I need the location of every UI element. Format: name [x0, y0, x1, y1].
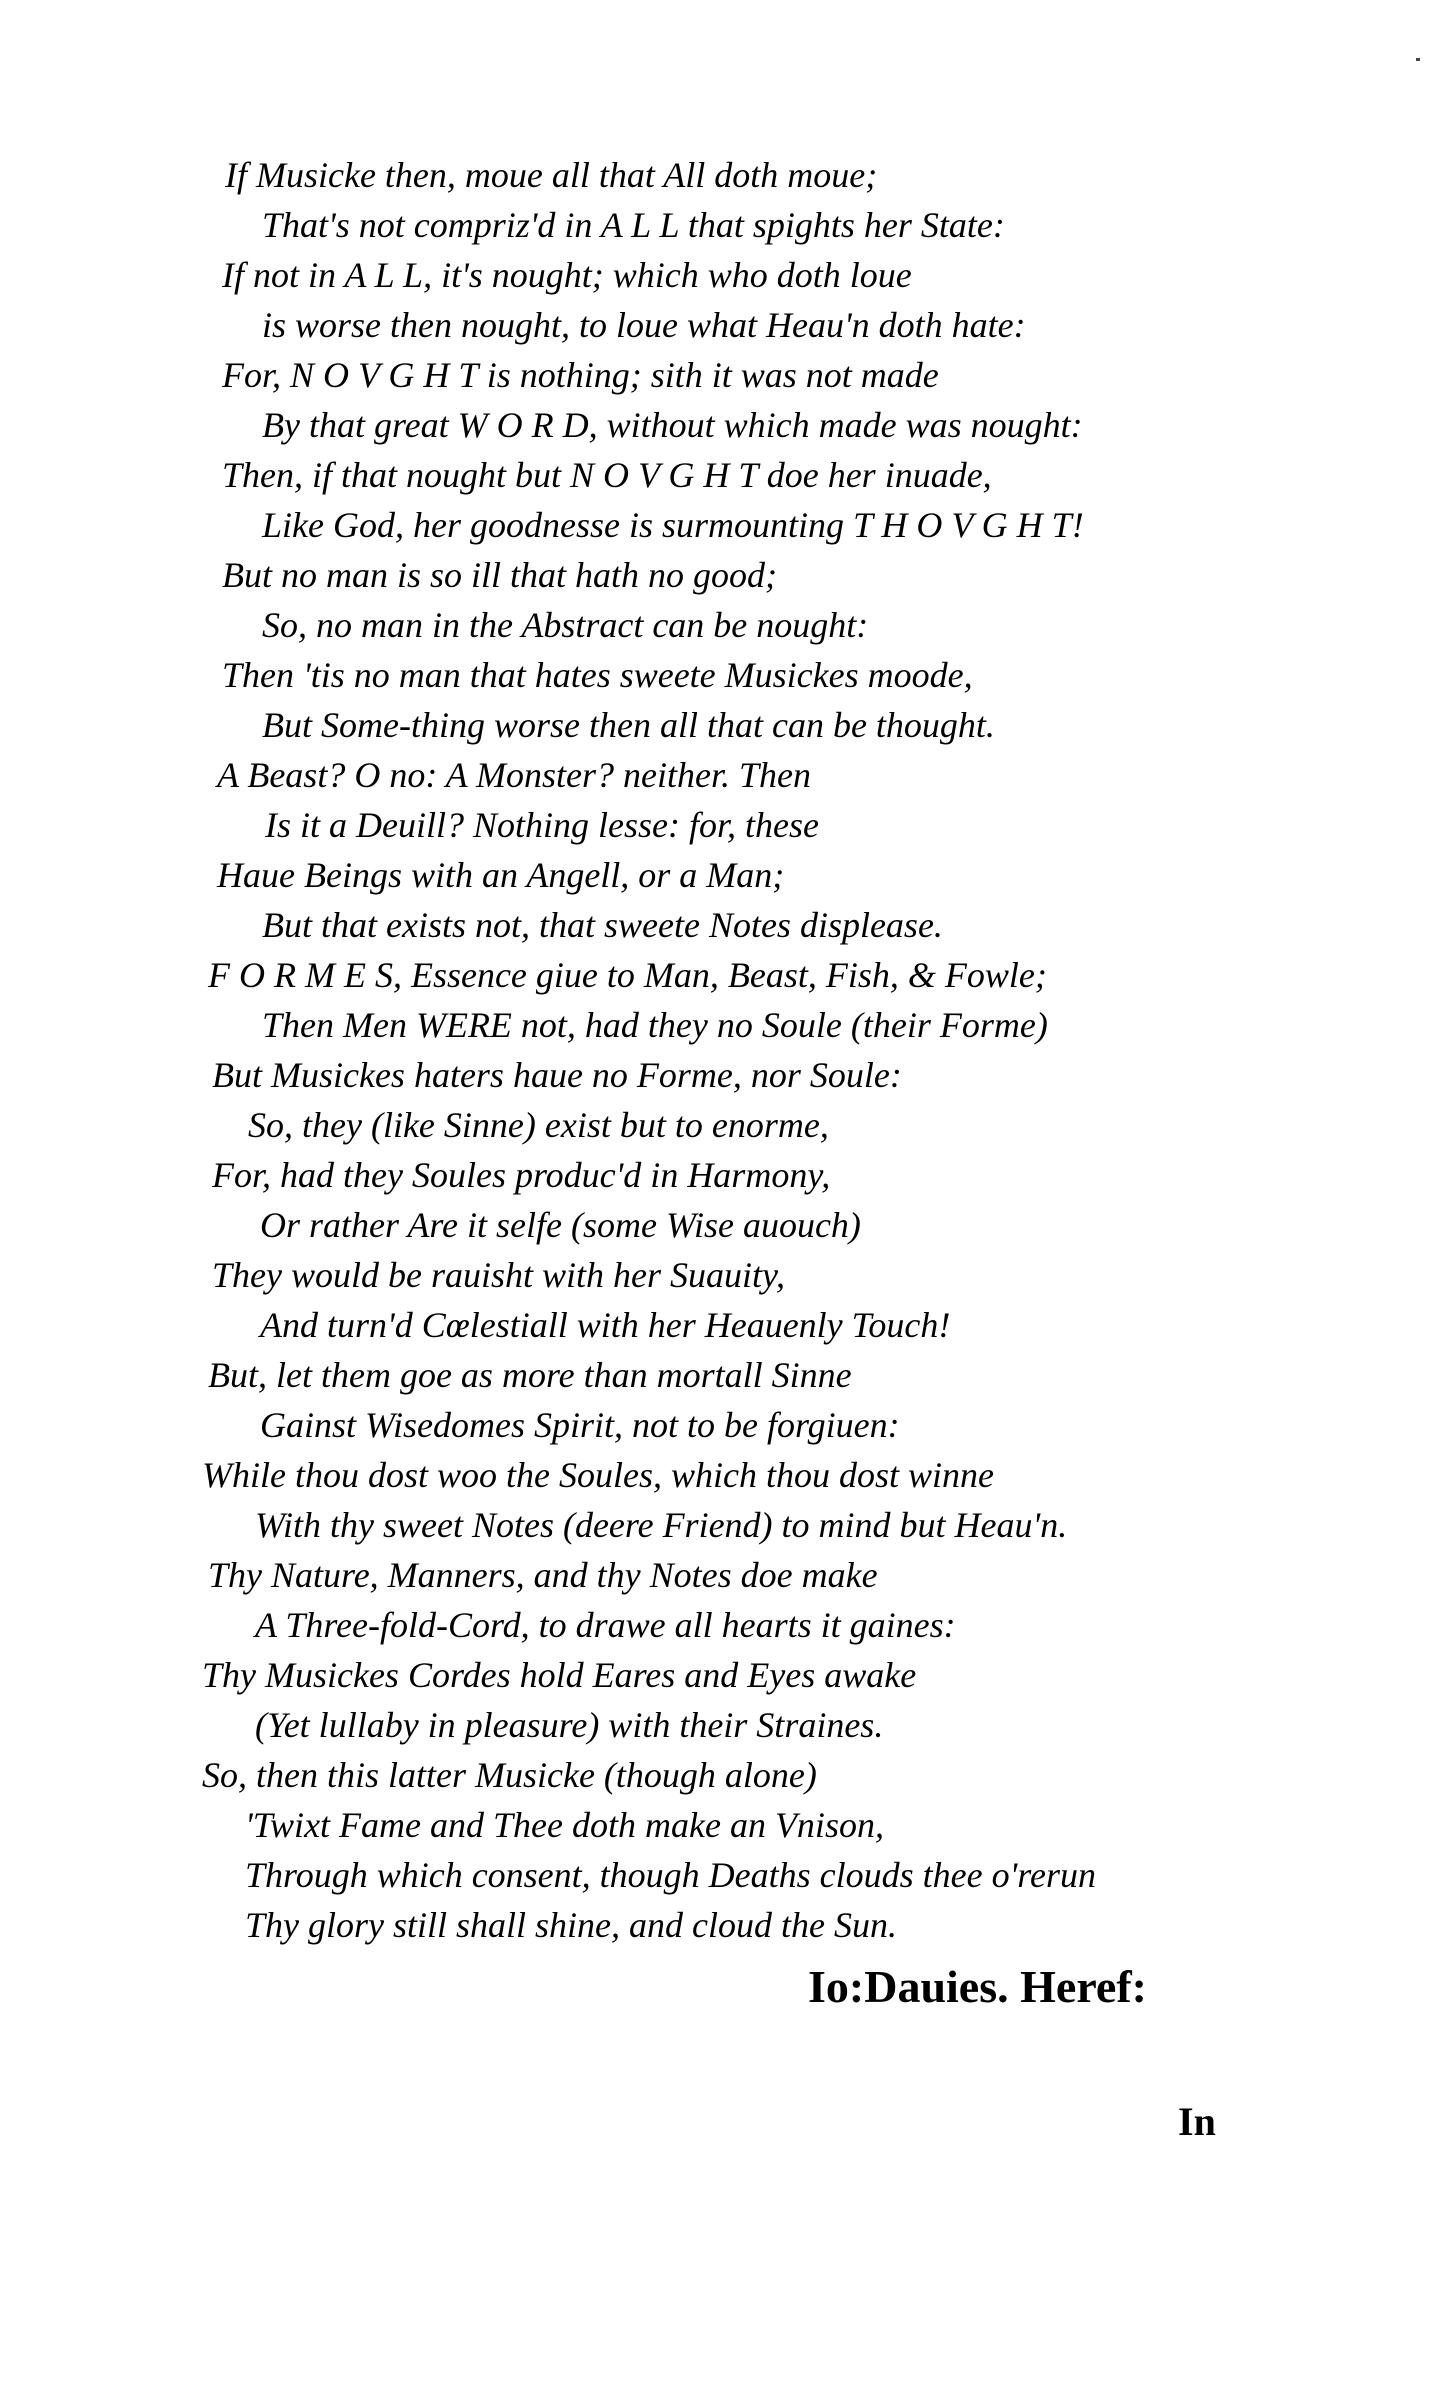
poem-line: By that great W O R D, without which made was nought: — [262, 405, 1083, 445]
poem-line: Thy Musickes Cordes hold Eares and Eyes awake — [202, 1655, 917, 1695]
poem-line: But no man is so ill that hath no good; — [222, 555, 778, 595]
poem-line: Then Men WERE not, had they no Soule (their Forme) — [262, 1005, 1048, 1045]
poem-line: While thou dost woo the Soules, which thou dost winne — [202, 1455, 994, 1495]
poem-line: And turn'd Cœlestiall with her Heauenly Touch! — [260, 1305, 951, 1345]
poem-line: If Musicke then, moue all that All doth moue; — [225, 155, 878, 195]
catchword: In — [1178, 2099, 1216, 2144]
poem-line: For, had they Soules produc'd in Harmony, — [212, 1155, 831, 1195]
poem-line: Thy Nature, Manners, and thy Notes doe make — [208, 1555, 878, 1595]
poem-line: But that exists not, that sweete Notes displease. — [262, 905, 943, 945]
poem-line: 'Twixt Fame and Thee doth make an Vnison, — [245, 1805, 884, 1845]
poem-line: F O R M E S, Essence giue to Man, Beast, Fish, & Fowle; — [208, 955, 1047, 995]
author-signature: Io:Dauies. Heref: — [808, 1961, 1147, 2012]
poem-line: Then, if that nought but N O V G H T doe her inuade, — [222, 455, 992, 495]
poem-line: They would be rauisht with her Suauity, — [212, 1255, 785, 1295]
poem-line: Like God, her goodnesse is surmounting T H O V G H T! — [262, 505, 1084, 545]
poem-line: But Musickes haters haue no Forme, nor Soule: — [212, 1055, 902, 1095]
poem-line: Is it a Deuill? Nothing lesse: for, these — [265, 805, 819, 845]
poem-line: That's not compriz'd in A L L that spights her State: — [262, 205, 1005, 245]
poem-line: Through which consent, though Deaths clouds thee o'rerun — [245, 1855, 1096, 1895]
poem-line: But, let them goe as more than mortall Sinne — [208, 1355, 852, 1395]
page-speck — [1416, 58, 1420, 61]
poem-line: With thy sweet Notes (deere Friend) to mind but Heau'n. — [255, 1505, 1068, 1545]
poem-line: A Beast? O no: A Monster? neither. Then — [217, 755, 811, 795]
poem-line: A Three-fold-Cord, to drawe all hearts it gaines: — [255, 1605, 956, 1645]
poem-line: (Yet lullaby in pleasure) with their Straines. — [255, 1705, 884, 1745]
poem-line: So, no man in the Abstract can be nought: — [262, 605, 869, 645]
poem-line: If not in A L L, it's nought; which who doth loue — [222, 255, 912, 295]
poem-line: Haue Beings with an Angell, or a Man; — [217, 855, 785, 895]
poem-line: For, N O V G H T is nothing; sith it was not made — [222, 355, 939, 395]
poem-line: So, then this latter Musicke (though alone) — [202, 1755, 817, 1795]
poem-line: Then 'tis no man that hates sweete Musickes moode, — [222, 655, 973, 695]
poem-line: Or rather Are it selfe (some Wise auouch) — [260, 1205, 861, 1245]
poem-line: So, they (like Sinne) exist but to enorme, — [248, 1105, 829, 1145]
poem-line: Gainst Wisedomes Spirit, not to be forgiuen: — [260, 1405, 900, 1445]
poem-line: But Some-thing worse then all that can be thought. — [262, 705, 995, 745]
poem-line: Thy glory still shall shine, and cloud the Sun. — [245, 1905, 897, 1945]
poem-line: is worse then nought, to loue what Heau'n doth hate: — [262, 305, 1026, 345]
